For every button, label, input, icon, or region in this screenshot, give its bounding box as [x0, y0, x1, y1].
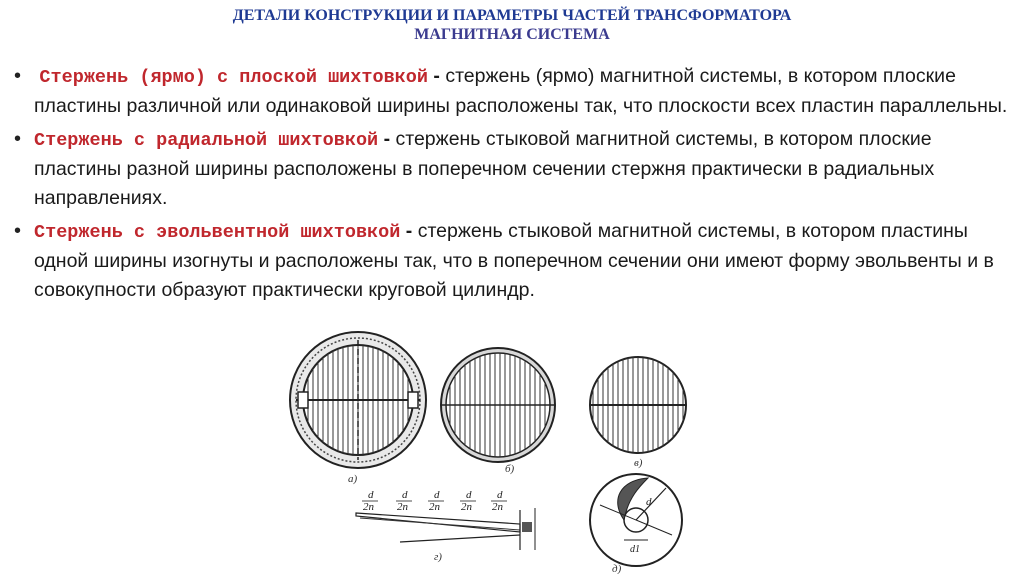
figure-a-label: а) [348, 473, 358, 485]
dim-label: d [466, 489, 472, 501]
dim-label: 2n [397, 501, 408, 513]
definition-body: стержень (ярмо) магнитной системы, в котором плоские пластины различной или одинаковой ширины расположены так, что плоскости всех пластин параллельны. [34, 65, 1008, 117]
figure-a-plate-lamination [290, 332, 426, 485]
bullet-icon: • [14, 65, 22, 87]
dim-label: d [646, 496, 652, 508]
dim-label: d [497, 489, 503, 501]
dim-label: d [402, 489, 408, 501]
figure-v-label: в) [634, 457, 643, 469]
dim-label: 2n [363, 501, 374, 513]
bullet-icon: • [14, 128, 22, 150]
definition-separator: - [433, 65, 440, 87]
dim-label: 2n [461, 501, 472, 513]
figure-b-radial-lamination [441, 348, 555, 475]
definition-term: Стержень с эвольвентной шихтовкой [34, 222, 401, 243]
figure-g-plate-profile [356, 489, 535, 563]
dim-label: d [434, 489, 440, 501]
definition-term: Стержень (ярмо) с плоской шихтовкой [39, 67, 428, 88]
figure-g-label: г) [434, 551, 442, 563]
slide-subtitle: МАГНИТНАЯ СИСТЕМА [414, 26, 610, 43]
definition-body: стержень стыковой магнитной системы, в котором пластины одной ширины изогнуты и расположены так, что в поперечном сечении они имеют форму эвольвенты и в совокупности образуют практически круговой цилиндр. [34, 220, 994, 301]
definition-separator: - [383, 128, 391, 150]
figure-d-involute-lamination [590, 474, 682, 574]
dim-label: d1 [630, 544, 640, 555]
figure-d-label: д) [612, 563, 622, 574]
definition-body: стержень стыковой магнитной системы, в котором плоские пластины разной ширины расположены в поперечном сечении стержня практически в радиальных направлениях. [34, 128, 935, 209]
definition-separator: - [405, 220, 413, 242]
dim-label: 2n [492, 501, 503, 513]
dim-label: 2n [429, 501, 440, 513]
figure-v-lamination [590, 355, 686, 469]
bullet-icon: • [14, 220, 22, 242]
figure-b-label: б) [505, 463, 515, 475]
definition-term: Стержень с радиальной шихтовкой [34, 130, 379, 151]
slide-title: ДЕТАЛИ КОНСТРУКЦИИ И ПАРАМЕТРЫ ЧАСТЕЙ ТРАНСФОРМАТОРА [232, 7, 792, 24]
dim-label: d [368, 489, 374, 501]
